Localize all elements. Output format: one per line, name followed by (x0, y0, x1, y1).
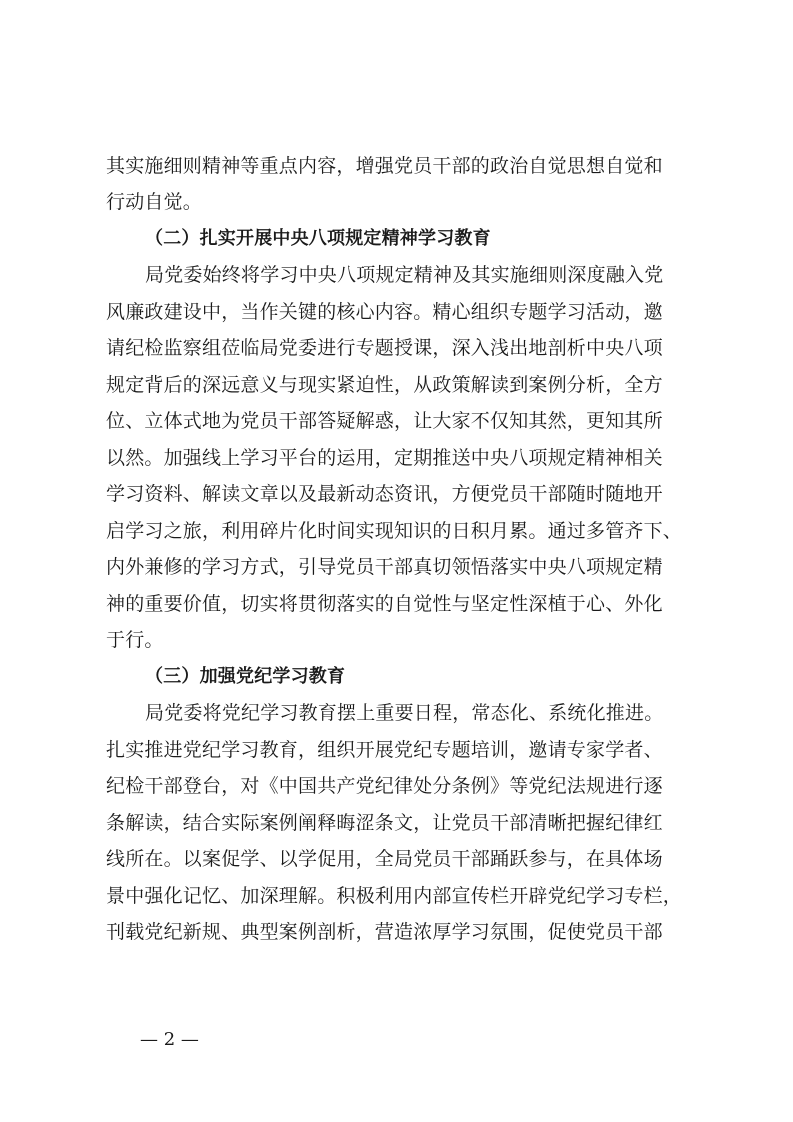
text-line: 以然。加强线上学习平台的运用，定期推送中央八项规定精神相关 (106, 447, 663, 469)
text-line: 内外兼修的学习方式，引导党员干部真切领悟落实中央八项规定精 (106, 556, 663, 578)
text-line: 其实施细则精神等重点内容，增强党员干部的政治自觉思想自觉和 (106, 155, 663, 177)
text-line: 神的重要价值，切实将贯彻落实的自觉性与坚定性深植于心、外化 (106, 593, 663, 615)
section-heading-3: （三）加强党纪学习教育 (145, 666, 346, 687)
text-line: 位、立体式地为党员干部答疑解惑，让大家不仅知其然，更知其所 (106, 410, 663, 432)
text-line: 风廉政建设中，当作关键的核心内容。精心组织专题学习活动，邀 (106, 301, 663, 323)
text-line: 规定背后的深远意义与现实紧迫性，从政策解读到案例分析，全方 (106, 374, 663, 396)
text-line: 启学习之旅，利用碎片化时间实现知识的日积月累。通过多管齐下、 (106, 520, 683, 542)
text-line: 线所在。以案促学、以学促用，全局党员干部踊跃参与，在具体场 (106, 848, 663, 870)
text-line: 学习资料、解读文章以及最新动态资讯，方便党员干部随时随地开 (106, 483, 663, 505)
text-line: 景中强化记忆、加深理解。积极利用内部宣传栏开辟党纪学习专栏， (106, 885, 683, 907)
text-line: 局党委始终将学习中央八项规定精神及其实施细则深度融入党 (145, 264, 664, 286)
text-line: 局党委将党纪学习教育摆上重要日程，常态化、系统化推进。 (145, 702, 664, 724)
text-line: 扎实推进党纪学习教育，组织开展党纪专题培训，邀请专家学者、 (106, 739, 663, 761)
text-line: 刊载党纪新规、典型案例剖析，营造浓厚学习氛围，促使党员干部 (106, 921, 663, 943)
text-line: 条解读，结合实际案例阐释晦涩条文，让党员干部清晰把握纪律红 (106, 812, 663, 834)
text-line: 请纪检监察组莅临局党委进行专题授课，深入浅出地剖析中央八项 (106, 337, 663, 359)
page-number: — 2 — (140, 1029, 199, 1050)
text-line: 纪检干部登台，对《中国共产党纪律处分条例》等党纪法规进行逐 (106, 775, 663, 797)
text-line: 于行。 (106, 629, 164, 651)
text-line: 行动自觉。 (106, 191, 203, 213)
section-heading-2: （二）扎实开展中央八项规定精神学习教育 (145, 228, 491, 249)
